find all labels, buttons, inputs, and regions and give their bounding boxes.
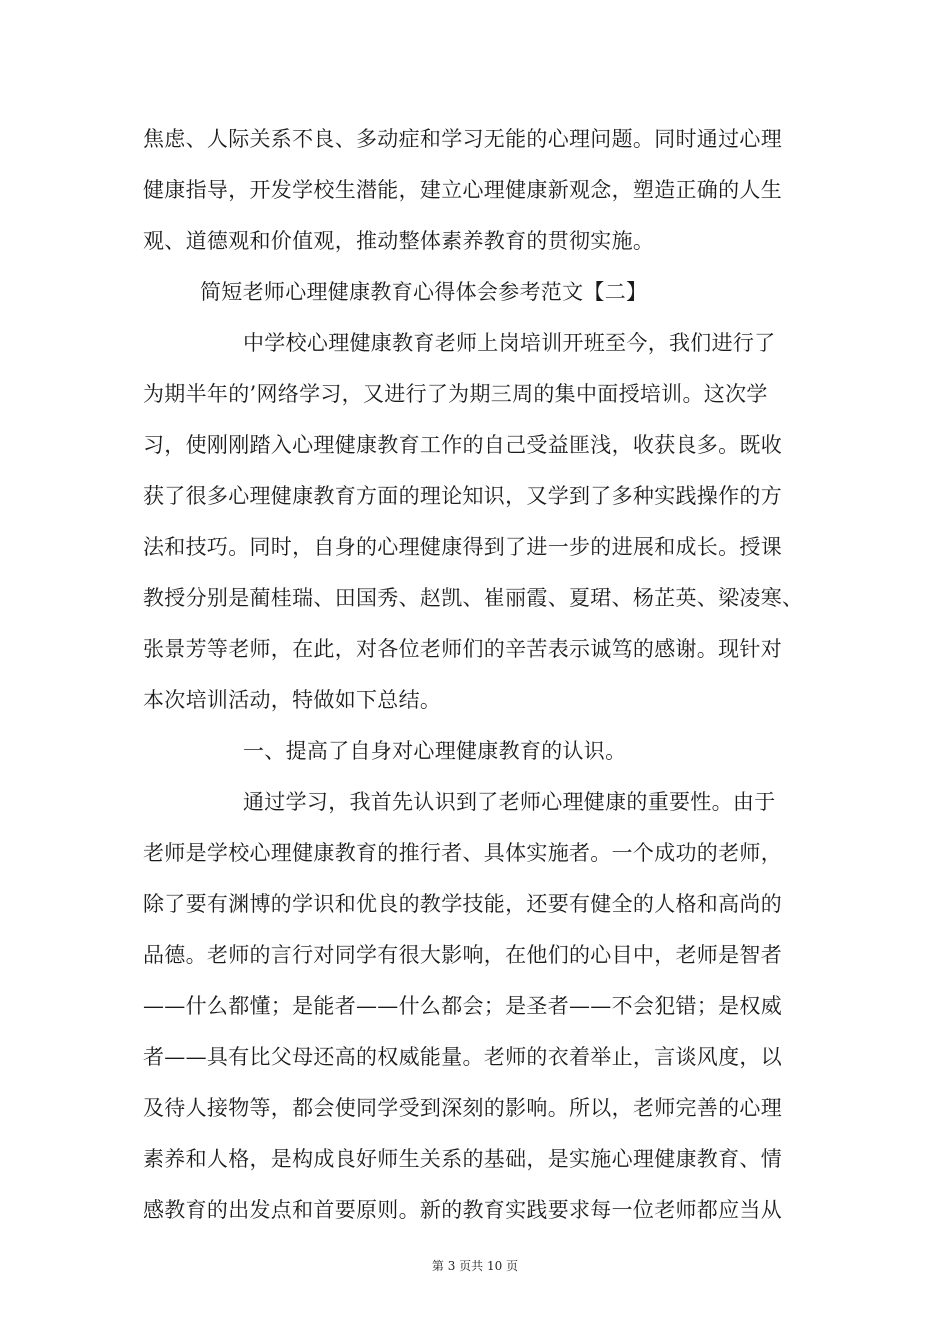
text-line: 健康指导，开发学校生潜能，建立心理健康新观念，塑造正确的人生	[143, 178, 782, 202]
text-line: 及待人接物等，都会使同学受到深刻的影响。所以，老师完善的心理	[143, 1096, 782, 1120]
text-line: 法和技巧。同时，自身的心理健康得到了进一步的进展和成长。授课	[143, 535, 782, 559]
section-heading: 简短老师心理健康教育心得体会参考范文【二】	[200, 280, 648, 304]
text-line: 者——具有比父母还高的权威能量。老师的衣着举止，言谈风度，以	[143, 1045, 782, 1069]
text-line: 感教育的出发点和首要原则。新的教育实践要求每一位老师都应当从	[143, 1198, 782, 1222]
subsection-heading: 一、提高了自身对心理健康教育的认识。	[243, 739, 627, 763]
text-line: 中学校心理健康教育老师上岗培训开班至今，我们进行了	[243, 331, 776, 355]
text-line: 习，使刚刚踏入心理健康教育工作的自己受益匪浅，收获良多。既收	[143, 433, 782, 457]
text-line: 为期半年的’网络学习，又进行了为期三周的集中面授培训。这次学	[143, 382, 768, 406]
text-line: 张景芳等老师，在此，对各位老师们的辛苦表示诚笃的感谢。现针对	[143, 637, 782, 661]
text-line: ——什么都懂；是能者——什么都会；是圣者——不会犯错；是权威	[143, 994, 782, 1018]
text-line: 老师是学校心理健康教育的推行者、具体实施者。一个成功的老师，	[143, 841, 782, 865]
text-line: 品德。老师的言行对同学有很大影响，在他们的心目中，老师是智者	[143, 943, 782, 967]
text-line: 通过学习，我首先认识到了老师心理健康的重要性。由于	[243, 790, 776, 814]
text-line: 除了要有渊博的学识和优良的教学技能，还要有健全的人格和高尚的	[143, 892, 782, 916]
text-line: 观、道德观和价值观，推动整体素养教育的贯彻实施。	[143, 229, 655, 253]
text-line: 获了很多心理健康教育方面的理论知识，又学到了多种实践操作的方	[143, 484, 782, 508]
text-line: 教授分别是蔺桂瑞、田国秀、赵凯、崔丽霞、夏珺、杨芷英、梁凌寒、	[143, 586, 804, 610]
text-line: 素养和人格，是构成良好师生关系的基础，是实施心理健康教育、情	[143, 1147, 782, 1171]
page-footer: 第 3 页共 10 页	[431, 1259, 519, 1273]
text-line: 本次培训活动，特做如下总结。	[143, 688, 442, 712]
text-line: 焦虑、人际关系不良、多动症和学习无能的心理问题。同时通过心理	[143, 127, 782, 151]
